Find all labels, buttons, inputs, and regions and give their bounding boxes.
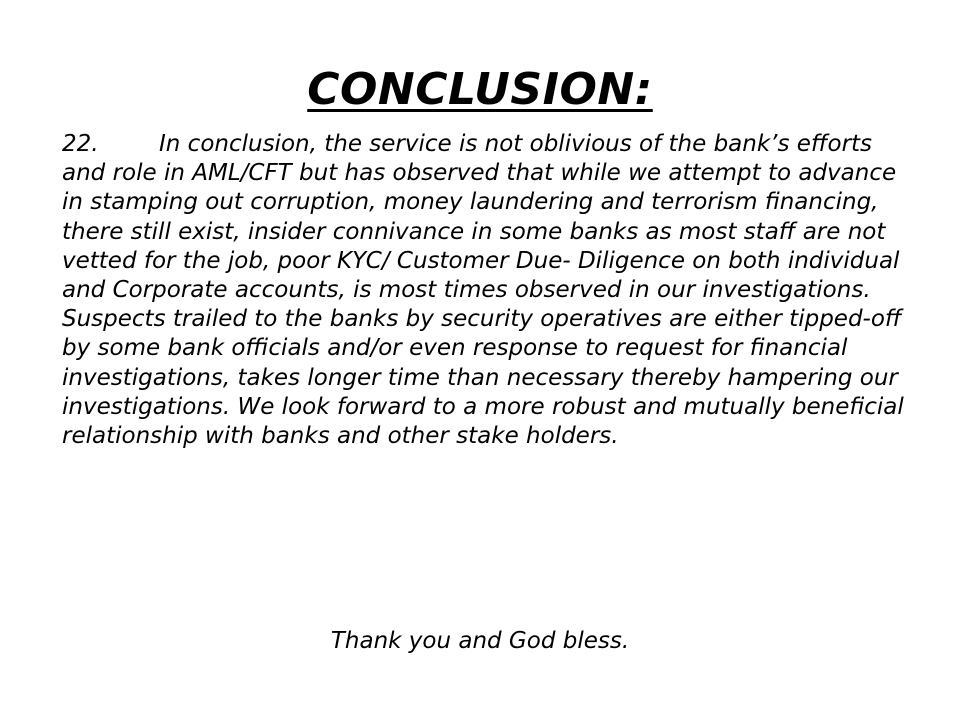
paragraph-number: 22. [62,131,99,157]
conclusion-paragraph [62,130,912,451]
slide-title: CONCLUSION: [307,64,653,115]
paragraph-text: In conclusion, the service is not oblivious of the bank’s efforts and role in AML/CFT but has observed that while we attempt to advance in stamping out corruption, money laundering and terrorism financing, there still exist, insider connivance in some banks as most staff are not vetted for the job, poor KYC/ Customer Due- Diligence on both individual and Corporate accounts, is most times observed in our investigations. Suspects trailed to the banks by security operatives are either tipped-off by some bank officials and/or even response to request for financial investigations, takes longer time than necessary thereby hampering our investigations. We look forward to a more robust and mutually beneficial relationship with banks and other stake holders. [62,131,904,450]
closing-line: Thank you and God bless. [330,628,630,654]
